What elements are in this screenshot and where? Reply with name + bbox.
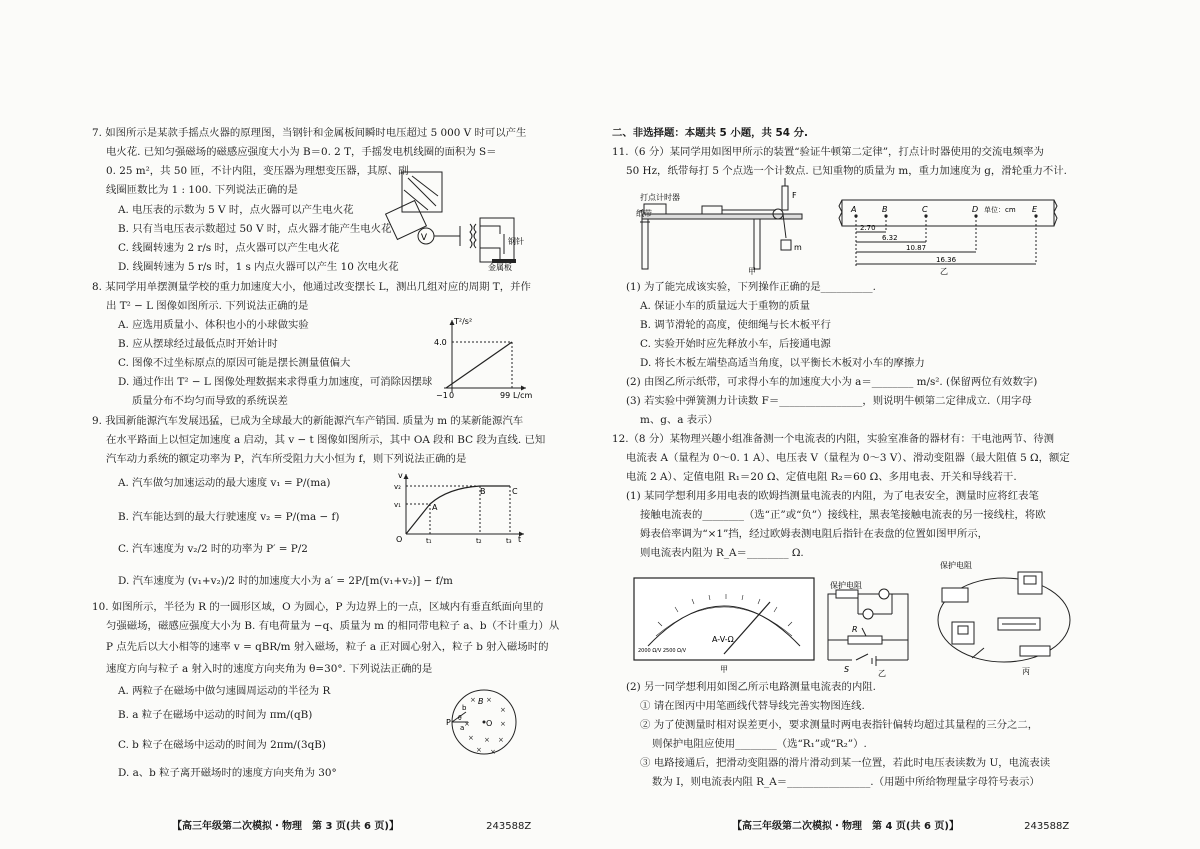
real-circuit-figure-bing — [932, 558, 1074, 676]
svg-text:×: × — [486, 696, 492, 704]
q11-line: 50 Hz，纸带每打 5 个点选一个计数点. 已知重物的质量为 m，重力加速度为 g，滑轮重力不计. — [626, 165, 1067, 177]
q11-option-a: A. 保证小车的质量远大于重物的质量 — [640, 300, 810, 312]
q9-line: 汽车动力系统的额定功率为 P，汽车所受阻力大小恒为 f，则下列说法正确的是 — [106, 453, 467, 465]
q8-option-c: C. 图像不过坐标原点的原因可能是摆长测量值偏大 — [118, 357, 351, 369]
angle-theta-label: θ — [458, 715, 462, 722]
q12-sub1-cont: 接触电流表的________（选“正”或“负”）接线柱，黑表笔接触电流表的另一接线柱，将欧 — [640, 509, 1046, 521]
graph-xtick: 0 — [449, 391, 455, 400]
page-footer — [172, 817, 531, 832]
tape-point: B — [882, 205, 888, 214]
svg-text:×: × — [470, 696, 476, 704]
particle-a-label: a — [460, 724, 465, 732]
q12-line: 电流 2 A）、定值电阻 R₁＝20 Ω、定值电阻 R₂＝60 Ω、多用电表、开关和导线若干. — [626, 471, 1017, 483]
particle-b-label: b — [462, 704, 467, 712]
q9-option-b: B. 汽车能达到的最大行驶速度 v₂ = P/(ma − f) — [118, 511, 340, 523]
footer-code: 243588Z — [486, 821, 532, 832]
q8-option-b: B. 应从摆球经过最低点时开始计时 — [118, 338, 278, 350]
footer-title: 【高三年级第二次模拟・物理 第 3 页(共 6 页)】 — [172, 821, 399, 832]
tape-point: E — [1032, 205, 1038, 214]
q8-option-d: D. 通过作出 T² − L 图像处理数据来求得重力加速度，可消除因摆球 — [118, 376, 433, 388]
q11-sub2: (2) 由图乙所示纸带，可求得小车的加速度大小为 a＝________ m/s². (保留两位有效数字) — [626, 376, 1038, 388]
tape-dim: 6.32 — [882, 234, 898, 242]
q8-option-a: A. 应选用质量小、体积也小的小球做实验 — [118, 319, 309, 331]
needle-label: 钢针 — [508, 237, 524, 246]
circuit-figure-yi — [822, 580, 918, 678]
q12-sub1: (1) 某同学想利用多用电表的欧姆挡测量电流表的内阻，为了电表安全，测量时应将红表笔 — [626, 490, 1039, 502]
q11-option-c: C. 实验开始时应先释放小车，后接通电源 — [640, 338, 831, 350]
q9-line: 在水平路面上以恒定加速度 a 启动，其 v − t 图像如图所示，其中 OA 段和 BC 段为直线. 已知 — [106, 434, 546, 446]
q7-option-a: A. 电压表的示数为 5 V 时，点火器可以产生电火花 — [118, 204, 354, 216]
q9-option-a: A. 汽车做匀加速运动的最大速度 v₁ = P/(ma) — [118, 477, 331, 489]
multimeter-figure-jia — [632, 576, 816, 674]
q8-line: 出 T² − L 图像如图所示. 下列说法正确的是 — [106, 300, 309, 312]
q12-line: 12.（8 分）某物理兴趣小组准备测一个电流表的内阻，实验室准备的器材有：干电池两节、待测 — [612, 433, 1055, 445]
q10-line: 速度方向与粒子 a 射入时的速度方向夹角为 θ=30°. 下列说法正确的是 — [106, 663, 433, 675]
igniter-figure — [380, 166, 530, 270]
q7-line: 电火花. 已知匀强磁场的磁感应强度大小为 B＝0. 2 T，手摇发电机线圈的面积为 S＝ — [106, 146, 497, 158]
figure-caption: 乙 — [878, 669, 886, 678]
q12-sub2-item: ② 为了使测量时相对误差更小，要求测量时两电表指针偏转均超过其量程的三分之二， — [640, 719, 1039, 731]
q12-sub2-item: 数为 I，则电流表内阻 R_A＝________________.（用题中所给物理量字母符号表示） — [652, 776, 1040, 788]
q7-line: 线圈匝数比为 1 : 100. 下列说法正确的是 — [106, 184, 298, 196]
q12-sub1-cont: 姆表倍率调为“×1”挡，经过欧姆表测电阻后指针在表盘的位置如图甲所示， — [640, 528, 989, 540]
graph-point-c: C — [512, 487, 518, 496]
q10-option-b: B. a 粒子在磁场中运动的时间为 πm/(qB) — [118, 709, 313, 721]
t2-l-graph — [420, 312, 535, 398]
q11-option-b: B. 调节滑轮的高度，使细绳与长木板平行 — [640, 319, 831, 331]
svg-text:×: × — [500, 720, 506, 728]
q7-line: 0. 25 m²，共 50 匝，不计内阻，变压器为理想变压器，其原、副 — [106, 165, 409, 177]
q8-line: 8. 某同学用单摆测量学校的重力加速度大小，他通过改变摆长 L，测出几组对应的周期 T，并作 — [92, 281, 531, 293]
q7-line: 7. 如图所示是某款手摇点火器的原理图，当钢针和金属板间瞬时电压超过 5 000 V 时可以产生 — [92, 127, 527, 139]
tape-label: 纸带 — [636, 209, 652, 218]
graph-ytick: v₁ — [394, 501, 401, 509]
meter-label: A-V-Ω — [712, 635, 734, 644]
q12-sub2: (2) 另一同学想利用如图乙所示电路测量电流表的内阻. — [626, 681, 876, 693]
v-t-graph — [388, 470, 528, 544]
tape-point: D — [972, 205, 979, 214]
svg-text:×: × — [484, 736, 490, 744]
center-o-label: O — [486, 719, 493, 728]
q10-option-a: A. 两粒子在磁场中做匀速圆周运动的半径为 R — [118, 685, 331, 697]
q7-option-c: C. 线圈转速为 2 r/s 时，点火器可以产生电火花 — [118, 242, 340, 254]
q12-line: 电流表 A（量程为 0～0. 1 A）、电压表 V（量程为 0～3 V）、滑动变阻器（最大阻值 5 Ω，额定 — [626, 452, 1070, 464]
graph-point-b: B — [480, 487, 486, 496]
svg-text:×: × — [498, 736, 504, 744]
protect-resistor-label: 保护电阻 — [940, 561, 972, 570]
section-title: 二、非选择题：本题共 5 小题，共 54 分. — [612, 127, 808, 139]
figure-caption: 甲 — [748, 267, 756, 276]
svg-text:×: × — [476, 746, 482, 754]
timer-label: 打点计时器 — [640, 193, 680, 202]
graph-ytick: 4.0 — [434, 338, 447, 347]
tape-dim: 2.70 — [860, 224, 876, 232]
q10-option-c: C. b 粒子在磁场中运动的时间为 2πm/(3qB) — [118, 739, 326, 751]
tape-unit: 单位：cm — [984, 206, 1016, 214]
tape-point: C — [922, 205, 928, 214]
graph-origin: O — [396, 535, 403, 544]
q12-sub2-item: ③ 电路接通后，把滑动变阻器的滑片滑动到某一位置，若此时电压表读数为 U，电流表读 — [640, 757, 1051, 769]
graph-xlabel: L/cm — [513, 391, 533, 400]
protect-resistor-label: 保护电阻 — [830, 581, 862, 590]
q12-sub1-cont: 则电流表内阻为 R_A＝________ Ω. — [640, 547, 804, 559]
field-b-label: B — [478, 697, 484, 706]
q10-line: 10. 如图所示，半径为 R 的一圆形区域，O 为圆心，P 为边界上的一点，区域内有垂直纸面向里的 — [92, 601, 544, 613]
footer-title: 【高三年级第二次模拟・物理 第 4 页(共 6 页)】 — [732, 821, 959, 832]
paper-tape-figure-yi — [838, 196, 1060, 276]
graph-xtick: 99 — [500, 391, 511, 400]
tape-dim: 10.87 — [906, 244, 927, 252]
graph-xtick: t₂ — [476, 537, 482, 545]
graph-xtick: −1 — [436, 391, 448, 400]
mass-label: m — [794, 243, 802, 252]
q10-option-d: D. a、b 粒子离开磁场时的速度方向夹角为 30° — [118, 767, 337, 779]
meter-spec: 2000 Ω/V 2500 Ω/V — [638, 648, 687, 654]
tape-dim: 16.36 — [936, 256, 957, 264]
q7-option-b: B. 只有当电压表示数超过 50 V 时，点火器才能产生电火花 — [118, 223, 392, 235]
q7-option-d: D. 线圈转速为 5 r/s 时，1 s 内点火器可以产生 10 次电火花 — [118, 261, 399, 273]
q10-line: 匀强磁场，磁感应强度大小为 B. 有电荷量为 −q、质量为 m 的相同带电粒子 a、b（不计重力）从 — [106, 620, 560, 632]
q9-option-c: C. 汽车速度为 v₂/2 时的功率为 P′ = P/2 — [118, 543, 308, 555]
svg-text:×: × — [468, 734, 474, 742]
voltmeter-label: V — [420, 233, 428, 243]
graph-xtick: t₁ — [426, 537, 432, 545]
page-footer — [732, 817, 1069, 832]
q10-line: P 点先后以大小相等的速率 v = qBR/m 射入磁场，粒子 a 正对圆心射入，粒子 b 射入磁场时的 — [106, 641, 549, 653]
rheostat-label: R — [852, 625, 858, 634]
force-label: F — [792, 191, 797, 200]
tape-point: A — [851, 205, 857, 214]
figure-caption: 乙 — [940, 267, 948, 276]
svg-text:×: × — [500, 706, 506, 714]
graph-ylabel: T²/s² — [454, 317, 473, 326]
point-p-label: P — [446, 718, 451, 727]
footer-code: 243588Z — [1024, 821, 1070, 832]
graph-ytick: v₂ — [394, 483, 401, 491]
graph-ylabel: v — [398, 471, 403, 480]
graph-xtick: t₃ — [506, 537, 512, 545]
q11-sub3: (3) 若实验中弹簧测力计读数 F＝________________，则说明牛顿第二定律成立.（用字母 — [626, 395, 1032, 407]
q8-option-d-cont: 质量分布不均匀而导致的系统误差 — [132, 395, 288, 407]
graph-point-a: A — [432, 503, 438, 512]
svg-text:×: × — [464, 720, 470, 728]
switch-label: S — [844, 665, 850, 674]
q9-option-d: D. 汽车速度为 (v₁+v₂)/2 时的加速度大小为 a′ = 2P/[m(v₁+v₂)] − f/m — [118, 575, 453, 587]
q12-sub2-item: 则保护电阻应使用________（选“R₁”或“R₂”）. — [652, 738, 867, 750]
figure-caption: 丙 — [1022, 667, 1030, 676]
q11-sub3-cont: m、g、a 表示） — [640, 414, 718, 426]
q11-sub1: (1) 为了能完成该实验，下列操作正确的是__________. — [626, 281, 876, 293]
svg-text:×: × — [490, 748, 496, 756]
metal-plate-label: 金属板 — [488, 263, 512, 272]
magnetic-field-circle — [448, 680, 520, 766]
q11-option-d: D. 将长木板左端垫高适当角度，以平衡长木板对小车的摩擦力 — [640, 357, 925, 369]
q9-line: 9. 我国新能源汽车发展迅猛，已成为全球最大的新能源汽车产销国. 质量为 m 的某新能源汽车 — [92, 415, 524, 427]
apparatus-figure-jia — [636, 178, 826, 274]
figure-caption: 甲 — [720, 665, 728, 674]
q12-sub2-item: ① 请在图丙中用笔画线代替导线完善实物图连线. — [640, 700, 865, 712]
q11-line: 11.（6 分）某同学用如图甲所示的装置“验证牛顿第二定律”，打点计时器使用的交流电频率为 — [612, 146, 1044, 158]
right-page — [600, 0, 1200, 849]
graph-xlabel: t — [518, 535, 522, 544]
